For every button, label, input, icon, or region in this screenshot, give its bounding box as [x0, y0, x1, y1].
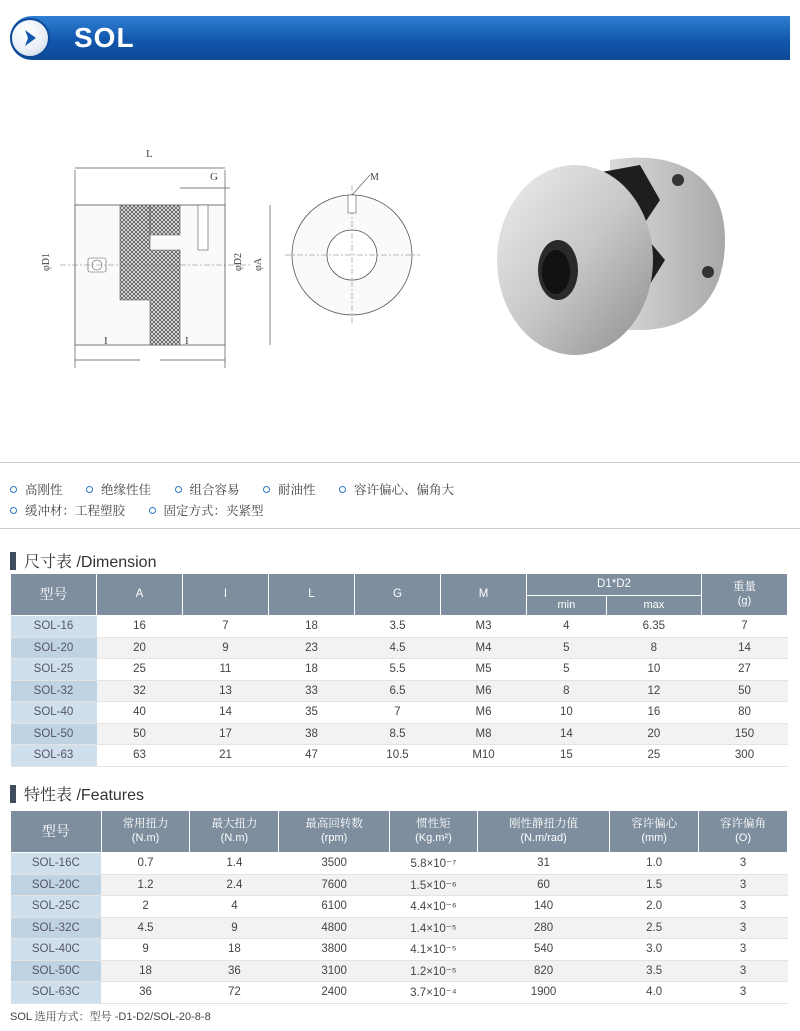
table-cell: 1.4 [190, 853, 279, 875]
table-row [11, 680, 788, 702]
table-cell: 300 [702, 745, 788, 767]
model-cell: SOL-50C [11, 960, 102, 982]
col-d1d2: D1*D2 [527, 574, 702, 596]
table-cell: 1.2×10⁻⁵ [389, 960, 477, 982]
table-cell: 3 [699, 939, 788, 961]
col-a: A [97, 574, 183, 616]
table-cell: 8 [606, 637, 701, 659]
table-cell: 36 [190, 960, 279, 982]
table-cell: 3800 [279, 939, 390, 961]
table-cell: 820 [477, 960, 609, 982]
table-cell: 4.1×10⁻⁵ [389, 939, 477, 961]
bullet-icon [339, 486, 346, 493]
table-cell: 9 [183, 637, 269, 659]
table-cell: 140 [477, 896, 609, 918]
table-cell: 17 [183, 723, 269, 745]
col-g: G [355, 574, 441, 616]
page-title: SOL [74, 22, 135, 53]
table-row [11, 853, 788, 875]
dim-label-d1: φD1 [41, 253, 52, 271]
table-cell: M10 [441, 745, 527, 767]
table-row [11, 637, 788, 659]
table-cell: M6 [441, 702, 527, 724]
dim-label-i-right: I [185, 335, 189, 347]
table-cell: 3 [699, 917, 788, 939]
table-row [11, 616, 788, 638]
features-col-header: 刚性静扭力值 (N.m/rad) [477, 811, 609, 853]
table-cell: M6 [441, 680, 527, 702]
table-cell: 1.4×10⁻⁵ [389, 917, 477, 939]
table-cell: M5 [441, 659, 527, 681]
table-row [11, 917, 788, 939]
table-cell: 20 [606, 723, 701, 745]
table-cell: 5 [527, 637, 607, 659]
col-i: I [183, 574, 269, 616]
bullet-icon [10, 486, 17, 493]
section-heading-features: 特性表 /Features [10, 782, 144, 805]
col-min: min [527, 596, 607, 616]
table-cell: 25 [97, 659, 183, 681]
table-cell: 16 [97, 616, 183, 638]
table-cell: 15 [527, 745, 607, 767]
table-cell: 11 [183, 659, 269, 681]
dim-label-g: G [210, 171, 218, 183]
table-cell: 32 [97, 680, 183, 702]
table-cell: 5.8×10⁻⁷ [389, 853, 477, 875]
model-cell: SOL-25 [11, 659, 97, 681]
table-cell: 3100 [279, 960, 390, 982]
model-cell: SOL-40 [11, 702, 97, 724]
dim-label-a: φA [253, 258, 264, 271]
table-cell: 63 [97, 745, 183, 767]
features-col-header: 容许偏心 (mm) [610, 811, 699, 853]
section-heading-dimension: 尺寸表 /Dimension [10, 549, 156, 572]
table-row [11, 745, 788, 767]
feature-item: 组合容易 [175, 480, 240, 498]
dim-label-m: M [370, 172, 379, 183]
features-col-header: 最高回转数 (rpm) [279, 811, 390, 853]
table-cell: 35 [269, 702, 355, 724]
arrow-circle-icon [10, 18, 50, 58]
table-row [11, 939, 788, 961]
feature-item: 高刚性 [10, 480, 63, 498]
table-cell: 2 [101, 896, 190, 918]
model-cell: SOL-20 [11, 637, 97, 659]
table-cell: 50 [97, 723, 183, 745]
table-cell: 8 [527, 680, 607, 702]
table-cell: 21 [183, 745, 269, 767]
table-cell: 14 [527, 723, 607, 745]
dim-label-l: L [146, 148, 153, 160]
table-cell: 1.2 [101, 874, 190, 896]
feature-item: 绝缘性佳 [86, 480, 151, 498]
table-cell: 36 [101, 982, 190, 1004]
table-cell: 3.5 [610, 960, 699, 982]
table-cell: 20 [97, 637, 183, 659]
bullet-icon [263, 486, 270, 493]
table-cell: 25 [606, 745, 701, 767]
feature-item: 容许偏心、偏角大 [339, 480, 454, 498]
model-cell: SOL-63 [11, 745, 97, 767]
feature-list-2 [10, 501, 284, 519]
model-cell: SOL-63C [11, 982, 102, 1004]
table-cell: 3 [699, 982, 788, 1004]
table-cell: 10 [527, 702, 607, 724]
table-cell: 33 [269, 680, 355, 702]
bullet-icon [86, 486, 93, 493]
table-cell: 18 [269, 659, 355, 681]
table-cell: 14 [702, 637, 788, 659]
table-cell: 16 [606, 702, 701, 724]
table-cell: 14 [183, 702, 269, 724]
model-cell: SOL-50 [11, 723, 97, 745]
feature-item: 缓冲材：工程塑胶 [10, 501, 125, 519]
table-cell: 7600 [279, 874, 390, 896]
table-cell: 4.0 [610, 982, 699, 1004]
table-row [11, 982, 788, 1004]
table-cell: 9 [190, 917, 279, 939]
table-cell: 7 [355, 702, 441, 724]
table-cell: 47 [269, 745, 355, 767]
table-cell: 1.5 [610, 874, 699, 896]
table-cell: M4 [441, 637, 527, 659]
table-cell: 150 [702, 723, 788, 745]
table-cell: 8.5 [355, 723, 441, 745]
table-cell: 4 [190, 896, 279, 918]
bullet-icon [175, 486, 182, 493]
table-cell: 40 [97, 702, 183, 724]
table-cell: 18 [190, 939, 279, 961]
model-cell: SOL-32C [11, 917, 102, 939]
table-cell: 31 [477, 853, 609, 875]
table-cell: 3 [699, 874, 788, 896]
table-cell: 1.5×10⁻⁶ [389, 874, 477, 896]
col-m: M [441, 574, 527, 616]
table-cell: 18 [101, 960, 190, 982]
table-cell: 2.0 [610, 896, 699, 918]
col-weight: 重量 (g) [702, 574, 788, 616]
table-cell: 12 [606, 680, 701, 702]
table-cell: 7 [183, 616, 269, 638]
feature-list [10, 480, 474, 498]
table-cell: 4800 [279, 917, 390, 939]
model-cell: SOL-25C [11, 896, 102, 918]
col-max: max [606, 596, 701, 616]
features-col-header: 容许偏角 (O) [699, 811, 788, 853]
table-cell: 1900 [477, 982, 609, 1004]
table-cell: 3.0 [610, 939, 699, 961]
col-l: L [269, 574, 355, 616]
table-cell: 10 [606, 659, 701, 681]
table-cell: M3 [441, 616, 527, 638]
table-cell: 540 [477, 939, 609, 961]
table-cell: 10.5 [355, 745, 441, 767]
table-row [11, 723, 788, 745]
table-cell: 4.5 [101, 917, 190, 939]
table-cell: 6.35 [606, 616, 701, 638]
table-cell: 4.5 [355, 637, 441, 659]
dim-label-d2: φD2 [233, 253, 244, 271]
table-row [11, 702, 788, 724]
table-cell: 3 [699, 896, 788, 918]
table-cell: 50 [702, 680, 788, 702]
table-cell: 3.7×10⁻⁴ [389, 982, 477, 1004]
table-cell: 7 [702, 616, 788, 638]
table-cell: 72 [190, 982, 279, 1004]
table-cell: 1.0 [610, 853, 699, 875]
table-cell: 4 [527, 616, 607, 638]
table-cell: 6100 [279, 896, 390, 918]
bullet-icon [10, 507, 17, 514]
table-cell: 3 [699, 853, 788, 875]
table-cell: 280 [477, 917, 609, 939]
table-cell: 3.5 [355, 616, 441, 638]
table-cell: 18 [269, 616, 355, 638]
model-cell: SOL-32 [11, 680, 97, 702]
divider [0, 528, 800, 529]
features-col-header: 最大扭力 (N.m) [190, 811, 279, 853]
dim-label-i-left: I [104, 335, 108, 347]
table-row [11, 874, 788, 896]
features-col-header: 型号 [11, 811, 102, 853]
table-cell: 80 [702, 702, 788, 724]
table-cell: 2.5 [610, 917, 699, 939]
model-cell: SOL-20C [11, 874, 102, 896]
feature-item: 固定方式：夹紧型 [149, 501, 264, 519]
model-cell: SOL-16 [11, 616, 97, 638]
table-cell: 23 [269, 637, 355, 659]
feature-item: 耐油性 [263, 480, 316, 498]
model-cell: SOL-16C [11, 853, 102, 875]
table-cell: 0.7 [101, 853, 190, 875]
table-cell: 2.4 [190, 874, 279, 896]
table-cell: M8 [441, 723, 527, 745]
table-row [11, 960, 788, 982]
table-cell: 27 [702, 659, 788, 681]
model-cell: SOL-40C [11, 939, 102, 961]
table-cell: 2400 [279, 982, 390, 1004]
table-cell: 4.4×10⁻⁶ [389, 896, 477, 918]
table-cell: 6.5 [355, 680, 441, 702]
table-cell: 5.5 [355, 659, 441, 681]
divider [0, 462, 800, 463]
table-row [11, 659, 788, 681]
selection-footnote: SOL 选用方式：型号 -D1-D2/SOL-20-8-8 [10, 1011, 211, 1023]
col-model: 型号 [11, 574, 97, 616]
table-cell: 60 [477, 874, 609, 896]
features-col-header: 惯性矩 (Kg.m²) [389, 811, 477, 853]
table-cell: 13 [183, 680, 269, 702]
bullet-icon [149, 507, 156, 514]
table-cell: 9 [101, 939, 190, 961]
table-cell: 3 [699, 960, 788, 982]
table-cell: 3500 [279, 853, 390, 875]
table-row [11, 896, 788, 918]
table-cell: 5 [527, 659, 607, 681]
dimension-table [10, 573, 788, 767]
table-cell: 38 [269, 723, 355, 745]
features-table [10, 810, 788, 1004]
features-col-header: 常用扭力 (N.m) [101, 811, 190, 853]
product-photo [490, 140, 750, 370]
technical-drawing [30, 130, 430, 380]
